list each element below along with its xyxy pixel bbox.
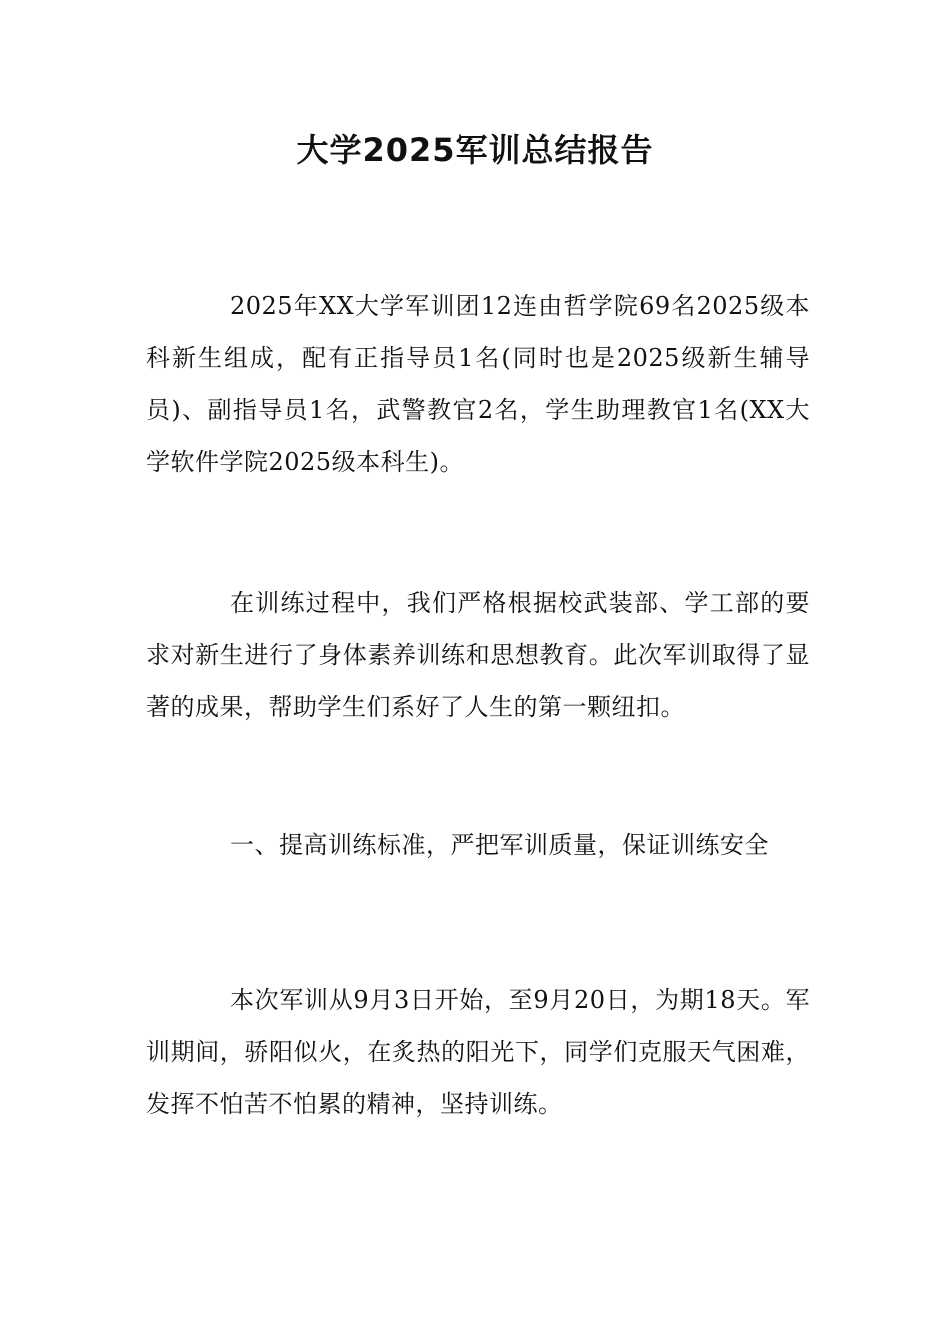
- section-heading-1: 一、提高训练标准，严把军训质量，保证训练安全: [230, 831, 769, 859]
- paragraph-intro: 2025年XX大学军训团12连由哲学院69名2025级本科新生组成，配有正指导员1名(同时也是2025级新生辅导员)、副指导员1名，武警教官2名，学生助理教官1名(XX大学软件学院2025级本科生)。: [146, 292, 810, 476]
- paragraph-training-period: 本次军训从9月3日开始，至9月20日，为期18天。军训期间，骄阳似火，在炙热的阳光下，同学们克服天气困难，发挥不怕苦不怕累的精神，坚持训练。: [146, 986, 810, 1118]
- document-title: 大学2025军训总结报告: [296, 131, 654, 169]
- paragraph-training-process: 在训练过程中，我们严格根据校武装部、学工部的要求对新生进行了身体素养训练和思想教育。此次军训取得了显著的成果，帮助学生们系好了人生的第一颗纽扣。: [146, 589, 810, 721]
